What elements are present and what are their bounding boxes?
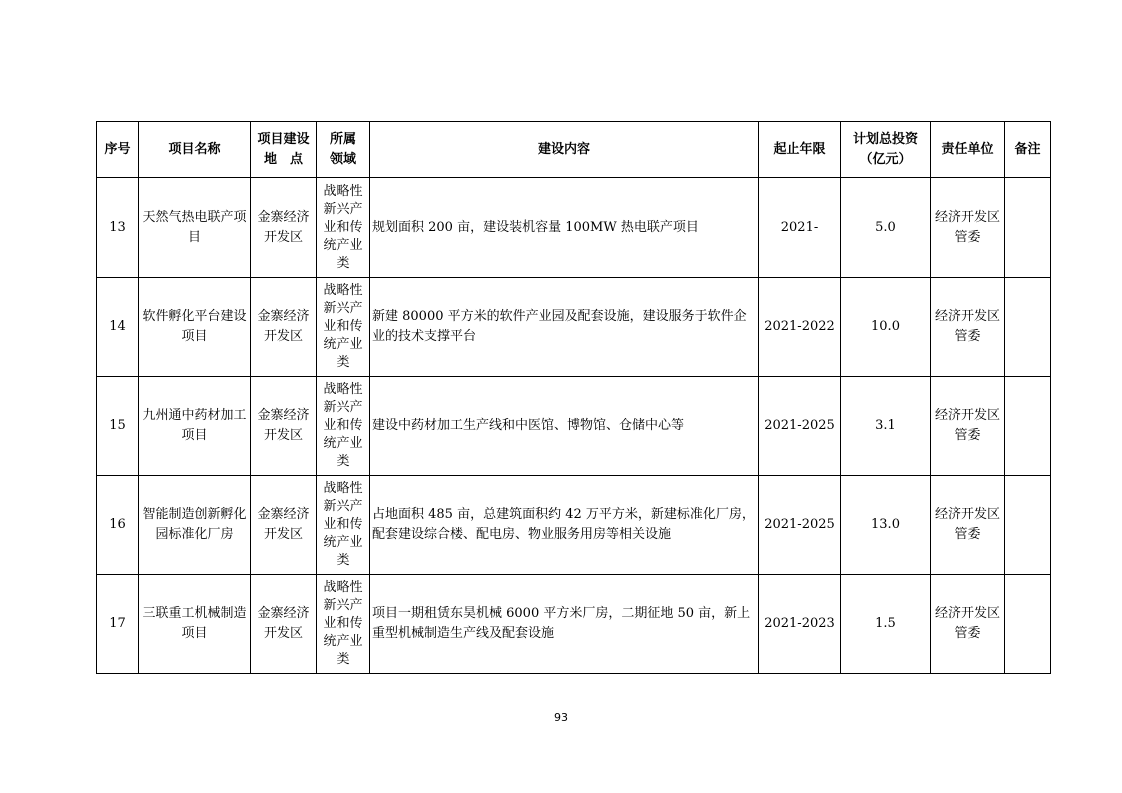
table-row (97, 377, 1051, 476)
cell-content: 新建 80000 平方米的软件产业园及配套设施，建设服务于软件企业的技术支撑平台 (370, 278, 759, 377)
table-row (97, 575, 1051, 674)
cell-remark (1005, 476, 1051, 575)
header-location-line1: 项目建设 (257, 131, 310, 147)
cell-unit: 经济开发区管委 (931, 178, 1005, 278)
header-name: 项目名称 (139, 122, 251, 178)
cell-period: 2021-2022 (759, 278, 841, 377)
cell-no: 17 (97, 575, 139, 674)
cell-no: 13 (97, 178, 139, 278)
cell-period: 2021-2023 (759, 575, 841, 674)
header-row (97, 122, 1051, 178)
header-unit: 责任单位 (931, 122, 1005, 178)
header-no: 序号 (97, 122, 139, 178)
project-table (96, 121, 1051, 674)
cell-name: 三联重工机械制造项目 (139, 575, 251, 674)
cell-content: 项目一期租赁东昊机械 6000 平方米厂房，二期征地 50 亩，新上重型机械制造生产线及配套设施 (370, 575, 759, 674)
cell-unit: 经济开发区管委 (931, 476, 1005, 575)
cell-name: 天然气热电联产项目 (139, 178, 251, 278)
header-investment-line2: （亿元） (859, 151, 912, 167)
cell-investment: 10.0 (841, 278, 931, 377)
cell-content: 占地面积 485 亩，总建筑面积约 42 万平方米，新建标准化厂房，配套建设综合楼、配电房、物业服务用房等相关设施 (370, 476, 759, 575)
header-location (251, 122, 317, 178)
cell-field: 战略性新兴产业和传统产业类 (317, 377, 370, 476)
cell-name: 九州通中药材加工项目 (139, 377, 251, 476)
cell-remark (1005, 377, 1051, 476)
cell-content: 建设中药材加工生产线和中医馆、博物馆、仓储中心等 (370, 377, 759, 476)
cell-field: 战略性新兴产业和传统产业类 (317, 476, 370, 575)
cell-investment: 13.0 (841, 476, 931, 575)
cell-location: 金寨经济开发区 (251, 178, 317, 278)
table-row (97, 476, 1051, 575)
table-row (97, 178, 1051, 278)
header-investment-line1: 计划总投资 (852, 131, 918, 147)
cell-content: 规划面积 200 亩，建设装机容量 100MW 热电联产项目 (370, 178, 759, 278)
cell-location: 金寨经济开发区 (251, 476, 317, 575)
cell-field: 战略性新兴产业和传统产业类 (317, 278, 370, 377)
header-remark: 备注 (1005, 122, 1051, 178)
cell-remark (1005, 278, 1051, 377)
table-header (97, 122, 1051, 178)
header-field-line1: 所属 (329, 131, 356, 147)
cell-unit: 经济开发区管委 (931, 575, 1005, 674)
header-period: 起止年限 (759, 122, 841, 178)
cell-period: 2021-2025 (759, 377, 841, 476)
cell-remark (1005, 178, 1051, 278)
page-number: 93 (554, 711, 568, 724)
cell-remark (1005, 575, 1051, 674)
header-investment (841, 122, 931, 178)
header-field-line2: 领域 (329, 151, 356, 167)
table-row (97, 278, 1051, 377)
cell-period: 2021-2025 (759, 476, 841, 575)
header-location-line2: 地 点 (263, 151, 303, 167)
cell-no: 16 (97, 476, 139, 575)
header-field (317, 122, 370, 178)
cell-investment: 1.5 (841, 575, 931, 674)
cell-unit: 经济开发区管委 (931, 278, 1005, 377)
cell-field: 战略性新兴产业和传统产业类 (317, 178, 370, 278)
cell-location: 金寨经济开发区 (251, 377, 317, 476)
table-body (97, 178, 1051, 674)
cell-name: 软件孵化平台建设项目 (139, 278, 251, 377)
cell-no: 14 (97, 278, 139, 377)
cell-name: 智能制造创新孵化园标准化厂房 (139, 476, 251, 575)
cell-field: 战略性新兴产业和传统产业类 (317, 575, 370, 674)
cell-investment: 5.0 (841, 178, 931, 278)
cell-location: 金寨经济开发区 (251, 278, 317, 377)
cell-location: 金寨经济开发区 (251, 575, 317, 674)
cell-period: 2021- (759, 178, 841, 278)
cell-no: 15 (97, 377, 139, 476)
header-content: 建设内容 (370, 122, 759, 178)
cell-investment: 3.1 (841, 377, 931, 476)
cell-unit: 经济开发区管委 (931, 377, 1005, 476)
